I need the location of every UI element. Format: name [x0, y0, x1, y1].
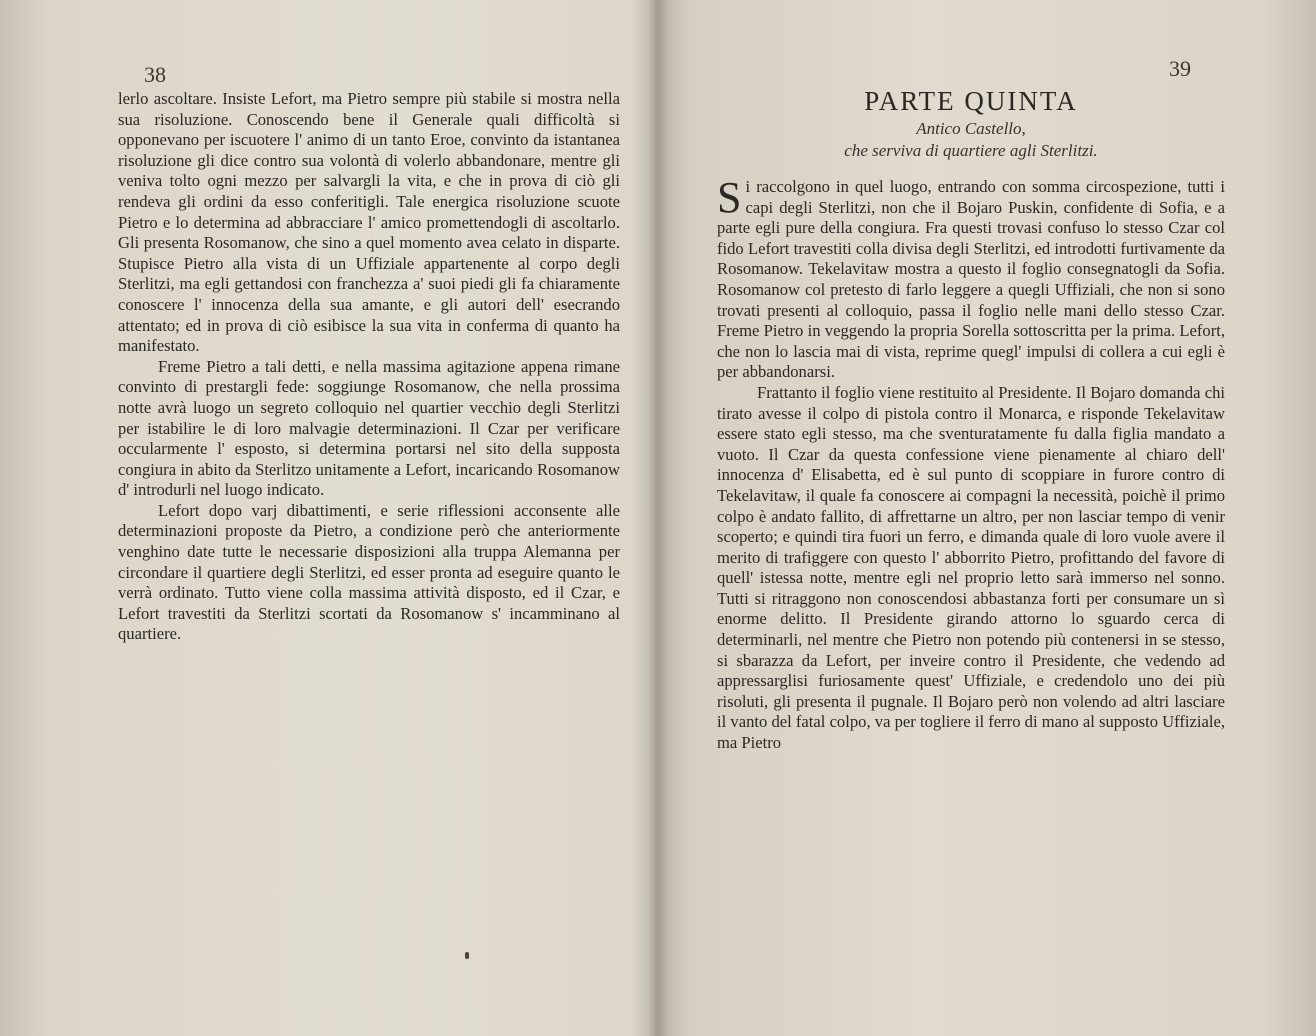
left-page-text — [118, 89, 620, 645]
left-page — [0, 0, 655, 1036]
right-page — [661, 0, 1316, 1036]
paragraph: lerlo ascoltare. Insiste Lefort, ma Pietro sempre più stabile si mostra nella sua risoluzione. Conoscendo bene il Generale quali difficoltà si opponevano per iscuotere l' animo di un tanto Eroe, convinto da istantanea risoluzione gli dice contro sua volontà di volerlo abbandonare, mentre gli veniva tolto ogni mezzo per salvargli la vita, e che in prova di ciò gli rendeva gli ordini da esso conferitigli. Tale energica risoluzione scuote Pietro e lo determina ad abbracciare l' amico promettendogli di ascoltarlo. Gli presenta Rosomanow, che sino a quel momento avea celato in disparte. Stupisce Pietro alla vista di un Uffiziale appartenente al corpo degli Sterlitzi, ma egli gettandosi con franchezza a' suoi piedi gli fa chiaramente conoscere l' innocenza della sua amante, e gli autori dell' esecrando attentato; ed in prova di ciò esibisce la sua vita in conferma di quanto ha manifestato. — [118, 89, 620, 356]
chapter-subtitle-line-1: Antico Castello, — [916, 119, 1026, 138]
right-page-text — [717, 173, 1225, 754]
paragraph: Lefort dopo varj dibattimenti, e serie riflessioni acconsente alle determinazioni proposte da Pietro, a condizione però che anteriormente venghino date tutte le necessarie disposizioni alla truppa Alemanna per circondare il quartiere degli Sterlitzi, ed esser pronta ad eseguire quanto le verrà ordinato. Tutto viene colla massima attività disposto, ed il Czar, e Lefort travestiti da Sterlitzi scortati da Rosomanow s' incamminano al quartiere. — [118, 500, 620, 644]
chapter-title: PARTE QUINTA — [864, 86, 1078, 116]
paragraph: Si raccolgono in quel luogo, entrando con somma circospezione, tutti i capi degli Sterlitzi, non che il Bojaro Puskin, confidente di Sofia, e a parte egli pure della congiura. Fra questi trovasi confuso lo stesso Czar col fido Lefort travestiti colla divisa degli Sterlitzi, ed introdotti furtivamente da Rosomanow. Tekelavitaw mostra a questo il foglio consegnatogli da Sofia. Rosomanow col pretesto di farlo leggere a quegli Uffiziali, che non si sono trovati presenti al colloquio, passa il foglio nelle mani dello stesso Czar. Freme Pietro in veggendo la propria Sorella sottoscritta per la prima. Lefort, che non lo lascia mai di vista, reprime quegl' impulsi di collera a cui egli è per abbandonarsi. — [717, 173, 1225, 382]
paragraph: Freme Pietro a tali detti, e nella massima agitazione appena rimane convinto di prestargli fede: soggiunge Rosomanow, che nella prossima notte avrà luogo un segreto colloquio nel quartier vecchio degli Sterlitzi per istabilire le di loro malvagie determinazioni. Il Czar per verificare occularmente l' esposto, si determina portarsi nel sito della supposta congiura in abito da Sterlitzo unitamente a Lefort, incaricando Rosomanow d' introdurli nel luogo indicato. — [118, 356, 620, 500]
page-number-left: 38 — [144, 62, 166, 87]
ink-speck — [465, 952, 469, 959]
paragraph: Frattanto il foglio viene restituito al Presidente. Il Bojaro domanda chi tirato avesse il colpo di pistola contro il Monarca, e risponde Tekelavitaw essere stato egli stesso, ma che sventuratamente fu dalla figlia mandato a vuoto. Il Czar da questa confessione viene pienamente al chiaro dell' innocenza d' Elisabetta, ed è sul punto di scoppiare in furore contro di Tekelavitaw, il quale fa conoscere ai compagni la necessità, poichè il primo colpo è andato fallito, di affrettarne un altro, per non lasciar tempo di venir scoperto; e quindi tira fuori un ferro, e dimanda quale di loro vuole avere il merito di trafiggere con questo l' abborrito Pietro, profittando del favore di quell' istessa notte, mentre egli nel proprio letto sarà immerso nel sonno. Tutti si ritraggono non conoscendosi abbastanza forti per consumare un sì enorme delitto. Il Presidente girando attorno lo sguardo cerca di determinarli, nel mentre che Pietro non potendo più contenersi in se stesso, si sbarazza da Lefort, per inveire contro il Presidente, che vedendo ad appressarglisi furiosamente quest' Uffiziale, e credendolo uno dei più risoluti, gli presenta il pugnale. Il Bojaro però non volendo ad altri lasciare il vanto del fatal colpo, va per togliere il ferro di mano al supposto Uffiziale, ma Pietro — [717, 382, 1225, 753]
page-number-right: 39 — [1169, 56, 1191, 81]
chapter-subtitle-line-2: che serviva di quartiere agli Sterlitzi. — [844, 141, 1098, 160]
